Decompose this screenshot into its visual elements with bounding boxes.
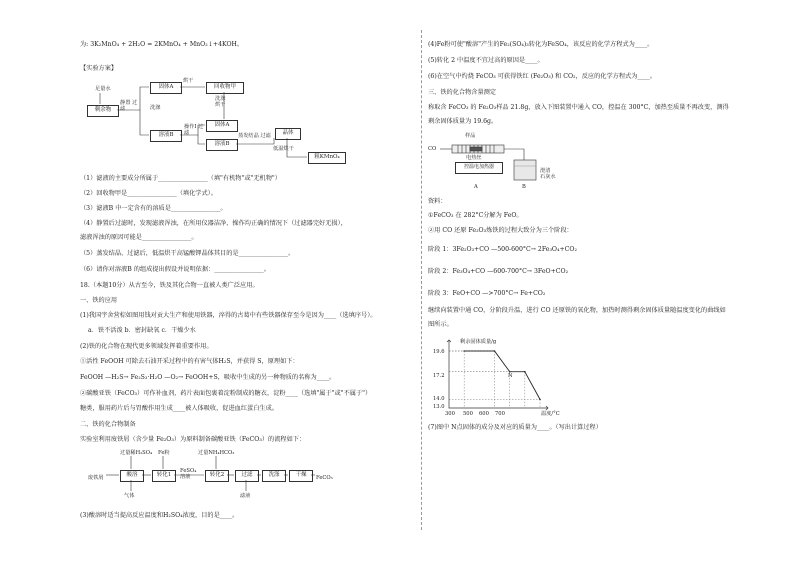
right-q7: (7)图中 N点固体的成分及对应的质量为____。（写出计算过程） [428, 424, 602, 431]
question-18-title: 18.（本题10分）从古至今，铁及其化合物一直被人类广泛应用。 [80, 282, 259, 289]
flow2-filter: 过滤 [235, 470, 259, 482]
chart-guide-line [449, 351, 495, 408]
right-curve-desc: 继续向装置中通 CO，分阶段升温，进行 CO 还原铁的氧化物，加热时测得剩余固体质量随温度变化的曲线如 [428, 307, 726, 314]
question-5: （5）蒸发结晶、过滤后，低温烘干高锰酸钾晶体其目的是________________。 [80, 250, 295, 257]
apparatus-sample: 样品 [465, 133, 476, 139]
question-1: （1）滤液的主要成分所属于________________（填"有机物"或"无机物"） [80, 175, 281, 182]
flow1-solidA2: 固体A [206, 120, 238, 132]
chart-xtick: 300 [445, 411, 455, 417]
part-5: 实验室利用废铁屑（含少量 Fe₂O₃）为原料制备碳酸亚铁（FeCO₃）的流程如下： [80, 436, 306, 443]
apparatus-co: CO [428, 146, 437, 152]
question-4b: 滤液浑浊的原因可能是________________。 [80, 234, 198, 241]
flow1-residue: 剩余物 [87, 105, 119, 117]
chart-xtick: 500 [463, 411, 473, 417]
apparatus-label-b: B [522, 184, 526, 190]
chart-xlabel: 温度/°C [541, 411, 560, 417]
flow1-op1: 操作I 过滤 [184, 124, 204, 136]
flow2-scrap: 废铁屑 [88, 475, 104, 481]
flow1-water: 足量水 [95, 86, 111, 92]
apparatus-limewater: 澄清 石灰水 [540, 168, 556, 180]
flow2-feso4: FeSO₄ 溶液 [180, 468, 197, 480]
flow1-crude: 粗KMnO₄ [308, 152, 346, 164]
chart-ytick: 19.6 [433, 349, 445, 355]
flow2-conv2: 转化2 [205, 470, 229, 482]
chart-axes [449, 340, 548, 408]
flow1-solidA1: 固体A [150, 82, 182, 94]
flow2-product: FeCO₃ [316, 475, 333, 481]
chart-guide-line [449, 372, 525, 408]
part-1-options: a．铁不活泼 b．密封缺氧 c．干燥少水 [88, 327, 196, 334]
chart-ytick: 14.0 [433, 396, 445, 402]
chart-ytick: 17.2 [433, 373, 445, 379]
section-1-heading: 一、铁的应用 [80, 297, 118, 304]
question-2: （2）回收物甲是________________（填化学式）。 [80, 190, 217, 197]
flow1-evap: 蒸发结晶 过滤 [238, 133, 271, 139]
part-3-equation: FeOOH —H₂S→ Fe₂S₃·H₂O —O₂→ FeOOH+S，吸收中生成的另一种物质的名称为____。 [80, 374, 336, 381]
chart-guide-line [449, 372, 510, 408]
stage-2: 阶段 2：Fe₃O₄+CO —600-700°C→ 3FeO+CO₂ [428, 268, 569, 275]
section-2-heading: 二、铁的化合物制备 [80, 421, 136, 428]
chart-ytick: 13.0 [433, 404, 445, 410]
chart-guide-line [449, 351, 464, 408]
chart-y-arrow [447, 340, 451, 342]
flow1-cold-dry: 低温烘干 [273, 146, 294, 152]
flow1-step1: 静置 过滤 [120, 100, 138, 112]
chart-series-line [464, 351, 540, 399]
right-measure: 称取含 FeCO₃ 的 Fe₂O₃样品 21.8g，放入下图装置中通入 CO，控温在 300°C，加热至质量不再改变，测得 [428, 104, 729, 111]
flow1-wash-dry: 洗涤 烘干 [215, 96, 226, 108]
part-2: (2)铁的化合物在现代更多领域发挥着重要作用。 [80, 343, 213, 350]
section-3-heading: 三、铁的化合物含量测定 [428, 89, 497, 96]
flow2-fe: Fe粉 [158, 450, 170, 456]
right-measure-b: 剩余固体质量为 19.6g。 [428, 118, 498, 125]
part-6: (3)酸溶时适当提高反应温度和H₂SO₄浓度，目的是____。 [80, 512, 239, 519]
info-heading: 资料： [428, 198, 447, 205]
flow2-conv1: 转化1 [152, 470, 176, 482]
apparatus-label-a: A [474, 184, 478, 190]
section-heading: 【实验方案】 [80, 65, 118, 72]
apparatus-controller: 控温电加热器 [455, 162, 503, 174]
right-q5: (5)转化 2 中温度不宜过高的原因是____。 [428, 57, 544, 64]
flow1-crystal: 晶体 [275, 128, 301, 140]
chart-point [463, 350, 465, 352]
flow1-filtrateB1: 溶液B [150, 130, 182, 142]
info-1: ①FeCO₃ 在 282°C分解为 FeO。 [428, 212, 523, 219]
chart-xtick: 600 [479, 411, 489, 417]
flow1-wash1: 洗涤 [150, 105, 161, 111]
flow2-dry: 干燥 [289, 470, 313, 482]
right-q6: (6)在空气中灼烧 FeCO₃ 可获得铁红 (Fe₂O₃) 和 CO₂，反应的化学方程式为____。 [428, 73, 656, 80]
info-2: ②用 CO 还原 Fe₂O₃炼铁的过程大致分为三个阶段： [428, 227, 573, 234]
flow1-dry1: 烘干 [183, 78, 194, 84]
part-4: ②碳酸亚铁（FeCO₃）可作补血剂，药片表面包裹着淀粉制成的糖衣，淀粉____（选填"属于"或"不属于"） [80, 390, 372, 397]
chart-point [494, 350, 496, 352]
chart-point-n: N [508, 373, 513, 379]
page-divider [421, 30, 422, 530]
question-6: （6）请你对溶液B 的组成提出假设并说明依据：________________。 [80, 266, 270, 273]
question-3: （3）滤液B 中一定含有的溶质是________________。 [80, 205, 227, 212]
flow2-acid: 酸溶 [120, 470, 144, 482]
flow2-gas: 气体 [124, 493, 135, 499]
part-3: ①活性 FeOOH 可除去石油开采过程中的有害气体H₂S，并获得 S，原理如下： [80, 358, 299, 365]
flow1-recovered: 回收物甲 [206, 82, 244, 94]
flow2-filtrate: 滤液 [240, 493, 251, 499]
flow2-ammonium: 过量NH₄HCO₃ [198, 450, 235, 456]
right-q4: (4)Fe粉可使"酸溶"产生的Fe₂(SO₄)₃转化为FeSO₄，该反应的化学方程式为____。 [428, 41, 654, 48]
chart-guide-line [449, 399, 540, 408]
chart-point [524, 371, 526, 373]
flow2-wash: 洗涤 [262, 470, 286, 482]
part-4b: 糖类，服用药片后与胃酸作用生成____被人体吸收，促进血红蛋白生成。 [80, 405, 278, 412]
question-4: （4）静置后过滤时，发现滤液浑浊，在所用仪器洁净、操作均正确的情况下（过滤器完好无损）， [80, 220, 347, 227]
equation-line: 为: 3K₂MnO₄ + 2H₂O = 2KMnO₄ + MnO₂↓+4KOH。 [80, 41, 244, 48]
stage-1: 阶段 1：3Fe₂O₃+CO —500-600°C→ 2Fe₃O₄+CO₂ [428, 246, 577, 253]
flow2-excess-acid: 过量稀H₂SO₄ [120, 450, 153, 456]
flow1-filtrateB2: 溶液B [206, 139, 238, 151]
part-1: (1)我国宇舍营棕如图用钱对贡大生产和使用铁器，淬得的古葛中有些铁器保存至今是因为____（选填序号）。 [80, 312, 377, 319]
chart-ylabel: 剩余固体质量/g [460, 339, 497, 345]
stage-3: 阶段 3：FeO+CO —>700°C→ Fe+CO₂ [428, 290, 546, 297]
chart-xtick: 700 [495, 411, 505, 417]
apparatus-heater: 电热丝 [466, 155, 482, 161]
right-curve-desc-b: 图所示。 [428, 321, 453, 328]
chart-point [539, 399, 541, 401]
